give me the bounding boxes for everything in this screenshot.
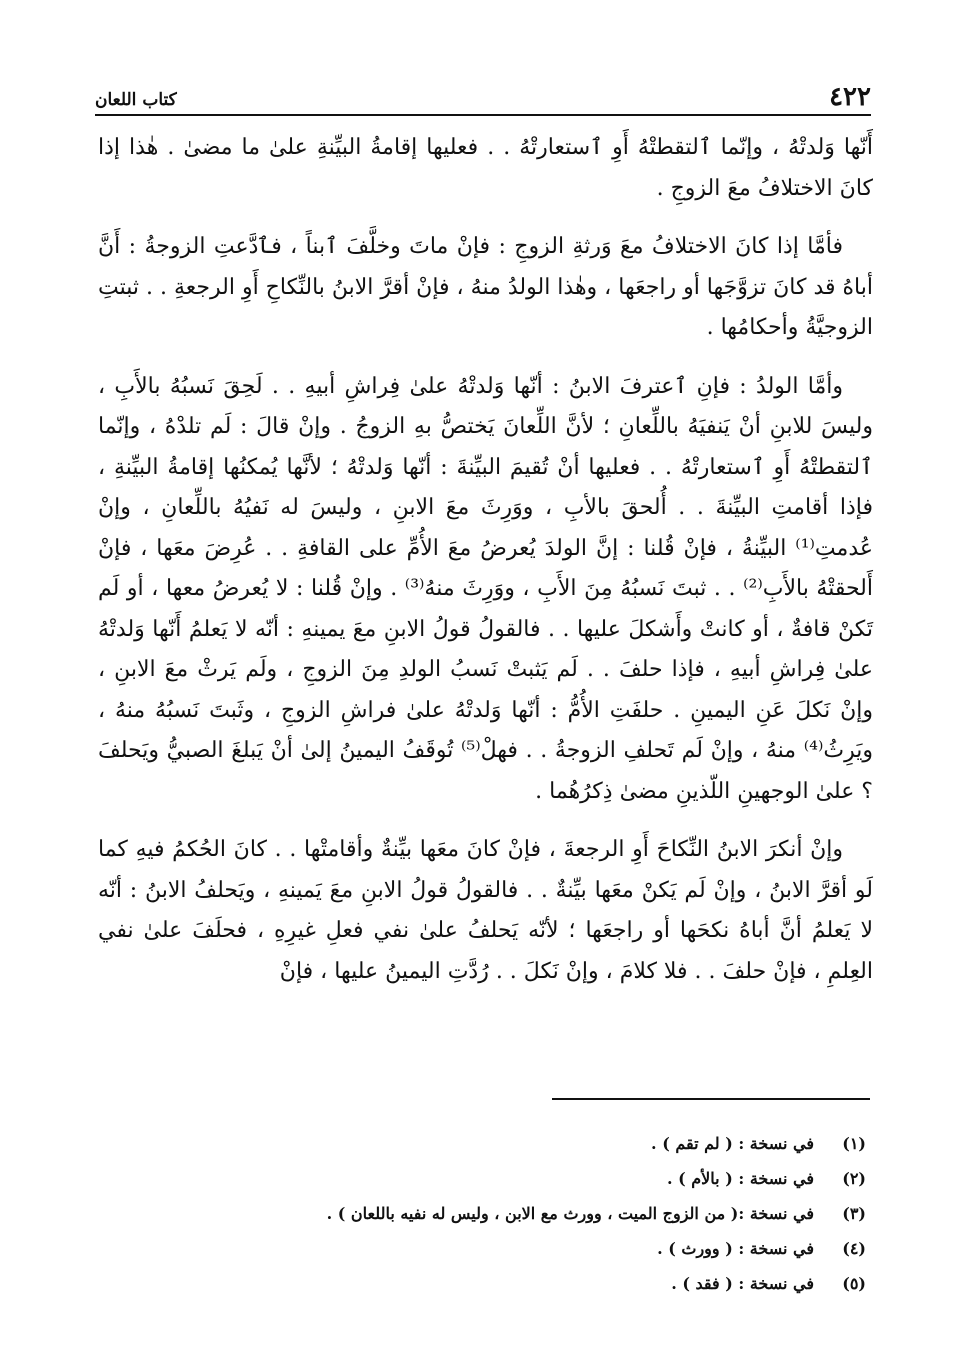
footnote-separator (552, 1098, 870, 1100)
main-text (98, 128, 873, 1010)
footnote-text: في نسخة : ( وورث ) . (657, 1239, 814, 1258)
footnote-number: (٤) (842, 1239, 866, 1258)
paragraph: أَنّها وَلدتْهُ ، وإنّما ٱلتقطتْهُ أَوِ ٱستعارتْهُ . . فعليها إقامةُ البيِّنةِ علىٰ ما مضىٰ . هٰذا إذا كانَ الاختلافُ معَ الزوجِ . (98, 135, 873, 201)
footnote-number: (٥) (842, 1274, 866, 1293)
footnote (246, 1231, 866, 1266)
paragraph: وإنْ أنكرَ الابنُ النِّكاحَ أَوِ الرجعةَ ، فإنْ كانَ معَها بيِّنةٌ وأقامتْها . . كانَ الحُكمُ فيهِ كما لَو أقرَّ الابنُ ، وإنْ لَم يَكنْ معَها بيِّنةٌ . . فالقولُ قولُ الابنِ معَ يَمينهِ ، ويَحلفُ الابنُ : أنّه لا يَعلمُ أنَّ أباهُ نكحَها أو راجعَها ؛ لأنّه يَحلفُ علىٰ نفي فعلِ غيرِهِ ، فحلَفَ علىٰ نفي العِلمِ ، فإنْ حلفَ . . فلا كلامَ ، وإنْ نَكلَ . . رُدَّتِ اليمينُ عليها ، فإنْ (98, 837, 873, 984)
running-title: كتاب اللعان (95, 90, 177, 110)
footnote (246, 1161, 866, 1196)
footnote-number: (١) (842, 1134, 866, 1153)
footnote-text: في نسخة :( من الزوج الميت ، وورث مع الابن ، وليس له نفيه باللعان ) . (326, 1204, 814, 1223)
footnote-number: (٣) (842, 1204, 866, 1223)
page-header (95, 80, 871, 116)
footnote-text: في نسخة : ( فقد ) . (671, 1274, 814, 1293)
footnotes (246, 1126, 866, 1301)
paragraph: وأمَّا الولدُ : فإنِ ٱعترفَ الابنُ : أنّها وَلدتْهُ علىٰ فِراشِ أبيهِ . . لَحِقَ نَسبُهُ بالأَبِ ، وليسَ للابنِ أنْ يَنفيَهُ باللِّعانِ ؛ لأنَّ اللِّعانَ يَختصُّ بهِ الزوجُ . وإنْ قالَ : لَم تلدْهُ ، وإنّما ٱلتقطتْهُ أَوِ ٱستعارتْهُ . . فعليها أنْ تُقيمَ البيِّنةَ : أنّها وَلدتْهُ ؛ لأنَّها يُمكنُها إقامةُ البيِّنةِ ، فإذا أقامتِ البيِّنةَ . . أُلحقَ بالأبِ ، ووَرِثَ معَ الابنِ ، وليسَ له نَفيُهُ باللِّعانِ ، وإنْ عُدمتِ⁽¹⁾ البيِّنةُ ، فإنْ قُلنا : إنَّ الولدَ يُعرضُ معَ الأُمِّ على القافةِ . . عُرِضَ معَها ، فإنْ أَلحقتْهُ بالأَبِ⁽²⁾ . . ثبتَ نَسبُهُ مِنَ الأَبِ ، ووَرِثَ منهُ⁽³⁾ . وإنْ قُلنا : لا يُعرضُ معها ، أو لَم تَكنْ قافةٌ ، أو كانتْ وأَشكلَ عليها . . فالقولُ قولُ الابنِ معَ يمينهِ : أنّه لا يَعلمُ أَنّها وَلدتْهُ علىٰ فِراشِ أبيهِ ، فإذا حلفَ . . لَم يَثبتْ نَسبُ الولدِ مِنَ الزوجِ ، ولَم يَرثْ معَ الابنِ ، وإنْ نَكلَ عَنِ اليمينِ . حلفَتِ الأُمُّ : أنّها وَلدتْهُ علىٰ فراشِ الزوجِ ، وثَبتَ نَسبُهُ منهُ ، ويَرِثُ⁽⁴⁾ منهُ ، وإنْ لَم تَحلفِ الزوجةُ . . فهلْ⁽⁵⁾ تُوقَفُ اليمينُ إلىٰ أنْ يَبلغَ الصبيُّ ويَحلفَ ؟ علىٰ الوجهينِ اللّذينِ مضىٰ ذِكرُهُما . (98, 373, 873, 804)
footnote (246, 1126, 866, 1161)
paragraph: فأمَّا إذا كانَ الاختلافُ معَ وَرثةِ الزوجِ : فإنْ ماتَ وخلَّفَ ٱبناً ، فٱدَّعتِ الزوجةُ : أَنَّ أباهُ قد كانَ تزوَّجَها أو راجعَها ، وهٰذا الولدُ منهُ ، فإنْ أقرَّ الابنُ بالنِّكاحِ أَوِ الرجعةِ . . ثبتتِ الزوجيَّةُ وأحكامُها . (98, 234, 873, 340)
footnote-number: (٢) (842, 1169, 866, 1188)
footnote-text: في نسخة : ( بالأم ) . (666, 1169, 814, 1188)
footnote-text: في نسخة : ( لم تقم ) . (651, 1134, 814, 1153)
page-number: ٤٢٢ (829, 82, 871, 112)
footnote (246, 1196, 866, 1231)
footnote (246, 1266, 866, 1301)
